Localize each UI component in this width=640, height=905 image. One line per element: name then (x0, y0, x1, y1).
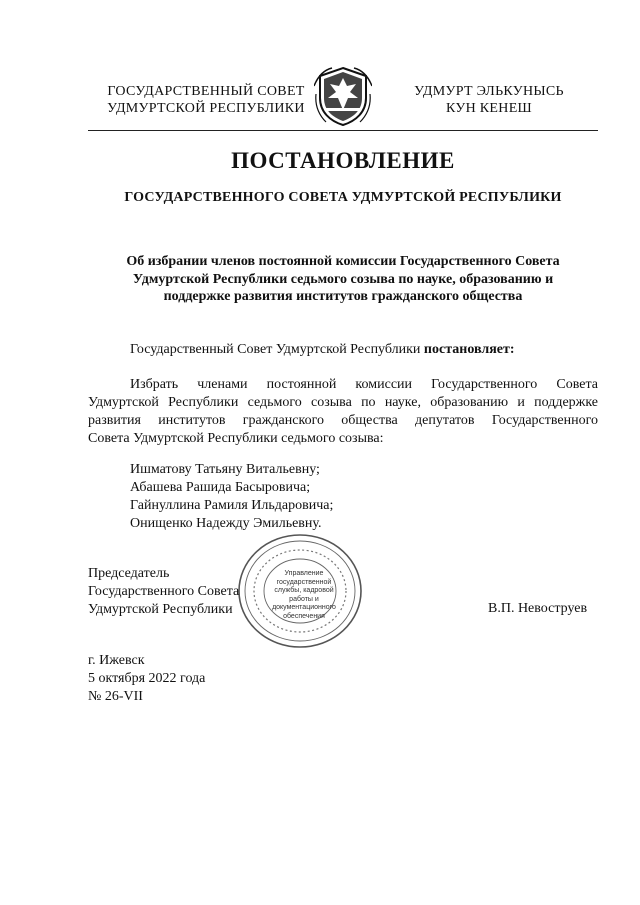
header-divider (88, 130, 598, 131)
signature-block (88, 565, 239, 619)
seal-center-text: Управление государственной службы, кадровой работы и документационного обеспечения (272, 570, 336, 620)
document-title: ПОСТАНОВЛЕНИЕ (231, 148, 455, 173)
list-item: Гайнуллина Рамиля Ильдаровича; (130, 498, 334, 513)
subject-line3: поддержке развития институтов гражданского общества (163, 289, 523, 304)
document-subtitle: ГОСУДАРСТВЕННОГО СОВЕТА УДМУРТСКОЙ РЕСПУБЛИКИ (124, 190, 562, 205)
decree-paragraph (88, 341, 598, 359)
header-right (403, 83, 575, 117)
body-line3: развития институтов гражданского общества депутатов Государственного (88, 413, 598, 428)
header-left-line1: ГОСУДАРСТВЕННЫЙ СОВЕТ (107, 84, 305, 99)
subject-line2: Удмуртской Республики седьмого созыва по науке, образованию и (132, 271, 554, 287)
coat-of-arms-icon (314, 64, 372, 128)
header-right-line1: УДМУРТ ЭЛЬКУНЫСЬ (414, 84, 564, 99)
footer-date: 5 октября 2022 года (88, 671, 206, 686)
signer-position-line3: Удмуртской Республики (88, 602, 233, 617)
member-list (130, 461, 333, 533)
decree-verb: постановляет: (423, 342, 515, 357)
subject-line1: Об избрании членов постоянной комиссии Государственного Совета (126, 254, 560, 269)
signer-name: В.П. Невоструев (488, 601, 588, 616)
list-item: Онищенко Надежду Эмильевну. (130, 516, 322, 531)
body-paragraph (88, 376, 598, 448)
list-item: Ишматову Татьяну Витальевну; (130, 462, 320, 477)
header-right-line2: КУН КЕНЕШ (446, 101, 532, 116)
body-line2: Удмуртской Республики седьмого созыва по науке, образованию и поддержке (88, 395, 598, 410)
footer-number: № 26-VII (88, 689, 143, 704)
signer-position-line2: Государственного Совета (88, 584, 240, 599)
footer-city: г. Ижевск (88, 653, 145, 668)
document-footer (88, 652, 205, 706)
body-line1: Избрать членами постоянной комиссии Государственного Совета (130, 377, 598, 392)
decree-prefix: Государственный Совет Удмуртской Республики (130, 342, 424, 357)
list-item: Абашева Рашида Басыровича; (130, 480, 311, 495)
header-left-line2: УДМУРТСКОЙ РЕСПУБЛИКИ (107, 101, 305, 116)
signer-position-line1: Председатель (88, 566, 170, 581)
header-left (100, 83, 312, 117)
resolution-subject (100, 253, 586, 306)
body-line4: Совета Удмуртской Республики седьмого созыва: (88, 431, 384, 446)
